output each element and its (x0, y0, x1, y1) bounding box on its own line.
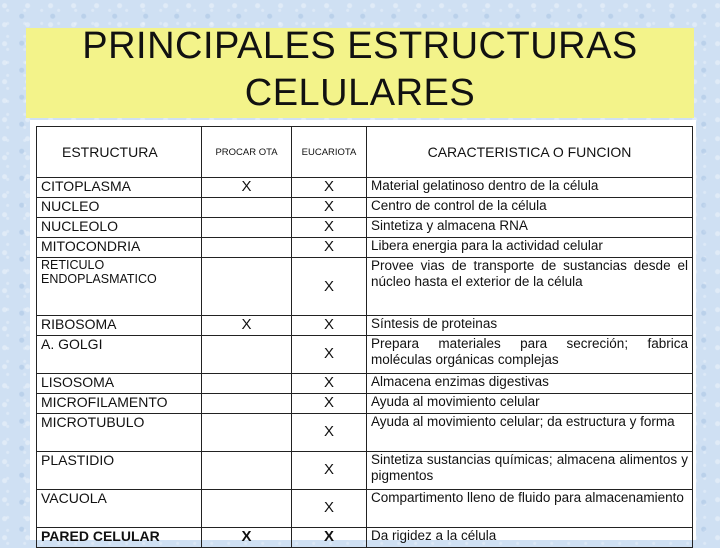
structure-name: MICROTUBULO (37, 414, 202, 452)
table-row (37, 218, 693, 238)
table-row (37, 414, 693, 452)
procariota-mark (202, 198, 292, 218)
procariota-mark (202, 394, 292, 414)
structure-name: MICROFILAMENTO (37, 394, 202, 414)
eucariota-mark: X (292, 374, 367, 394)
table-header-row (37, 127, 693, 178)
eucariota-mark (292, 258, 367, 316)
structure-name: NUCLEOLO (37, 218, 202, 238)
structure-function: Provee vias de transporte de sustancias desde el núcleo hasta el exterior de la célula (367, 258, 693, 316)
structure-name: RETICULO ENDOPLASMATICO (37, 258, 202, 316)
slide-title-line-2: CELULARES (244, 72, 476, 114)
table-row (37, 490, 693, 528)
eucariota-mark-value: X (323, 345, 334, 362)
header-eucariota: EUCARIOTA (292, 127, 367, 178)
cell-structures-table (36, 126, 693, 548)
eucariota-mark (292, 490, 367, 528)
table-row (37, 198, 693, 218)
structure-function: Da rigidez a la célula (367, 528, 693, 548)
structure-function: Sintetiza sustancias químicas; almacena alimentos y pigmentos (367, 452, 693, 490)
procariota-mark-value (206, 490, 287, 499)
structure-name: PARED CELULAR (37, 528, 202, 548)
procariota-mark (202, 238, 292, 258)
eucariota-mark: X (292, 238, 367, 258)
structure-name: NUCLEO (37, 198, 202, 218)
structure-function: Prepara materiales para secreción; fabrica moléculas orgánicas complejas (367, 336, 693, 374)
structure-function: Libera energia para la actividad celular (367, 238, 693, 258)
table-row (37, 374, 693, 394)
eucariota-mark: X (292, 394, 367, 414)
structure-function: Centro de control de la célula (367, 198, 693, 218)
procariota-mark (202, 414, 292, 452)
header-procariota: PROCAR OTA (202, 127, 292, 178)
title-banner (26, 25, 694, 118)
procariota-mark (202, 258, 292, 316)
procariota-mark (202, 374, 292, 394)
eucariota-mark-value: X (323, 423, 334, 440)
eucariota-mark: X (292, 198, 367, 218)
table-row (37, 452, 693, 490)
structure-name: LISOSOMA (37, 374, 202, 394)
eucariota-mark: X (292, 528, 367, 548)
table-row (37, 528, 693, 548)
table-row (37, 394, 693, 414)
table-row (37, 316, 693, 336)
eucariota-mark (292, 414, 367, 452)
procariota-mark (202, 218, 292, 238)
structure-function: Compartimento lleno de fluido para almacenamiento (367, 490, 693, 528)
structure-name: MITOCONDRIA (37, 238, 202, 258)
eucariota-mark: X (292, 218, 367, 238)
scanned-table-sheet (30, 120, 696, 545)
structure-name: A. GOLGI (37, 336, 202, 374)
procariota-mark (202, 490, 292, 528)
structure-name: CITOPLASMA (37, 178, 202, 198)
eucariota-mark: X (292, 316, 367, 336)
structure-name: VACUOLA (37, 490, 202, 528)
eucariota-mark-value: X (323, 499, 334, 516)
structure-name: PLASTIDIO (37, 452, 202, 490)
procariota-mark (202, 336, 292, 374)
structure-name: RIBOSOMA (37, 316, 202, 336)
eucariota-mark (292, 452, 367, 490)
procariota-mark-value (206, 414, 287, 423)
table-row (37, 258, 693, 316)
structure-function: Ayuda al movimiento celular; da estructura y forma (367, 414, 693, 452)
structure-function: Almacena enzimas digestivas (367, 374, 693, 394)
procariota-mark: X (202, 178, 292, 198)
procariota-mark: X (202, 316, 292, 336)
procariota-mark-value (206, 336, 287, 345)
table-row (37, 336, 693, 374)
procariota-mark (202, 452, 292, 490)
structure-function: Material gelatinoso dentro de la célula (367, 178, 693, 198)
eucariota-mark (292, 336, 367, 374)
structure-function: Síntesis de proteinas (367, 316, 693, 336)
table-row (37, 238, 693, 258)
procariota-mark: X (202, 528, 292, 548)
structure-function: Ayuda al movimiento celular (367, 394, 693, 414)
eucariota-mark: X (292, 178, 367, 198)
table-row (37, 178, 693, 198)
eucariota-mark-value: X (323, 461, 334, 478)
procariota-mark-value (206, 258, 287, 267)
procariota-mark-value (206, 452, 287, 461)
eucariota-mark-value: X (323, 278, 334, 295)
structure-function: Sintetiza y almacena RNA (367, 218, 693, 238)
header-caracteristica: CARACTERISTICA O FUNCION (367, 127, 693, 178)
header-estructura: ESTRUCTURA (37, 127, 202, 178)
slide-title-line-1: PRINCIPALES ESTRUCTURAS (82, 25, 638, 67)
